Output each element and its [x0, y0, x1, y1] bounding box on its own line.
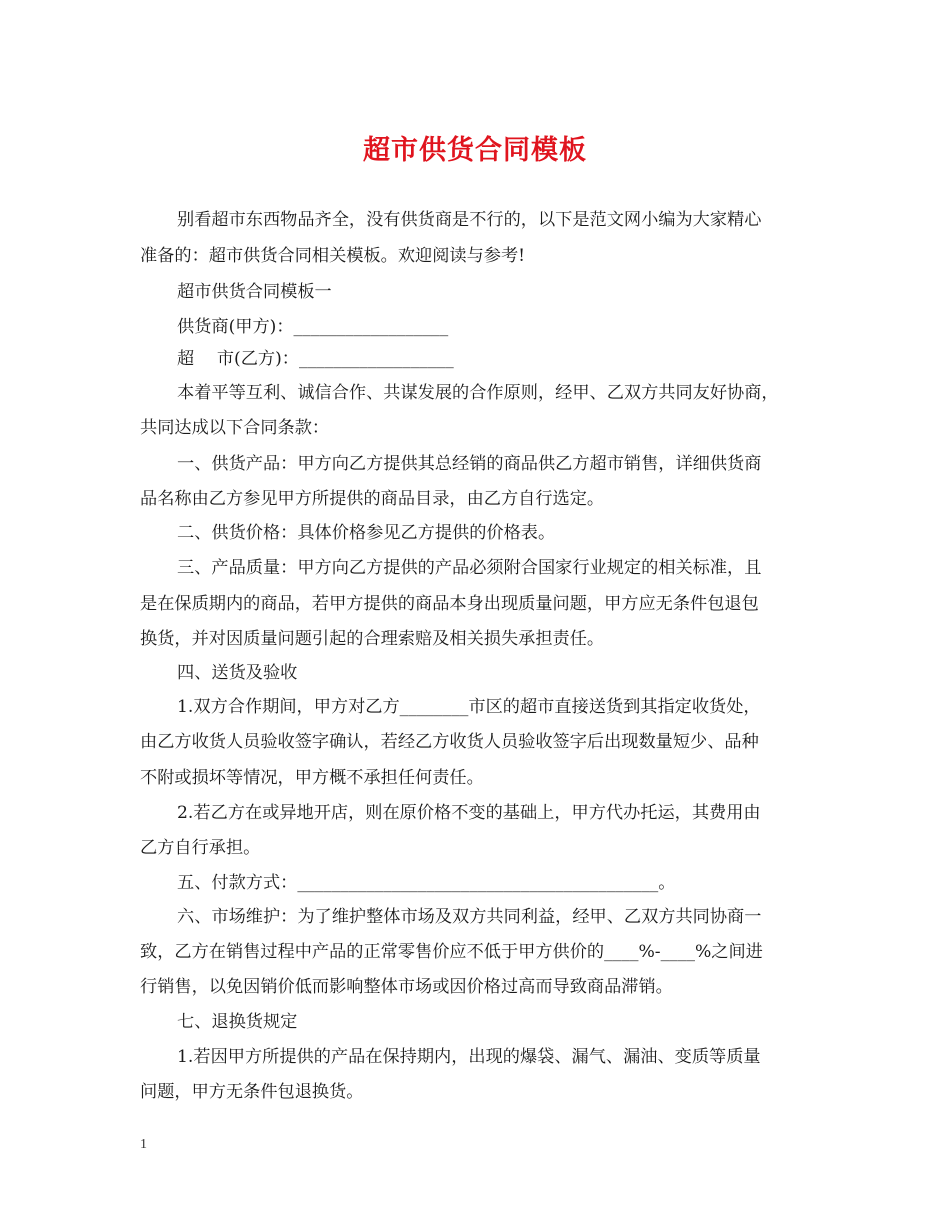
text-line: 问题，甲方无条件包退换货。: [140, 1082, 364, 1102]
clause-line: 七、退换货规定: [177, 1012, 298, 1032]
clause-line: 1.若因甲方所提供的产品在保持期内，出现的爆袋、漏气、漏油、变质等质量: [177, 1047, 761, 1067]
text-line: 致，乙方在销售过程中产品的正常零售价应不低于甲方供价的____%-____%之间进: [140, 942, 763, 962]
section-heading: 超市供货合同模板一: [177, 282, 332, 302]
clause-line: 三、产品质量：甲方向乙方提供的产品必须附合国家行业规定的相关标准，且: [177, 558, 762, 578]
document-title: 超市供货合同模板: [363, 135, 587, 166]
text-line: 本着平等互利、诚信合作、共谋发展的合作原则，经甲、乙双方共同友好协商，: [177, 383, 779, 403]
text-line: 是在保质期内的商品，若甲方提供的商品本身出现质量问题，甲方应无条件包退包: [140, 594, 759, 614]
text-line: 共同达成以下合同条款：: [140, 418, 330, 438]
clause-line: 2.若乙方在或异地开店，则在原价格不变的基础上，甲方代办托运，其费用由: [177, 803, 761, 823]
page-number: 1: [140, 1137, 147, 1152]
text-line: 别看超市东西物品齐全，没有供货商是不行的，以下是范文网小编为大家精心: [177, 210, 762, 230]
clause-line: 六、市场维护：为了维护整体市场及双方共同利益，经甲、乙双方共同协商一: [177, 907, 762, 927]
text-line: 准备的：超市供货合同相关模板。欢迎阅读与参考!: [140, 246, 526, 266]
clause-line: 四、送货及验收: [177, 663, 298, 683]
clause-line: 1.双方合作期间，甲方对乙方________市区的超市直接送货到其指定收货处，: [177, 697, 761, 717]
text-line: 不附或损坏等情况，甲方概不承担任何责任。: [140, 768, 484, 788]
clause-line: 二、供货价格：具体价格参见乙方提供的价格表。: [177, 523, 556, 543]
text-line: 乙方自行承担。: [140, 838, 261, 858]
text-line: 品名称由乙方参见甲方所提供的商品目录，由乙方自行选定。: [140, 489, 605, 509]
payment-field: 五、付款方式：__________________________________________。: [177, 873, 676, 893]
clause-line: 一、供货产品：甲方向乙方提供其总经销的商品供乙方超市销售，详细供货商: [177, 454, 762, 474]
text-line: 换货，并对因质量问题引起的合理索赔及相关损失承担责任。: [140, 629, 605, 649]
supplier-field: 供货商(甲方)：__________________: [177, 317, 449, 337]
text-line: 行销售，以免因销价低而影响整体市场或因价格过高而导致商品滞销。: [140, 977, 673, 997]
supermarket-field: 超 市(乙方)：__________________: [177, 349, 454, 369]
text-line: 由乙方收货人员验收签字确认，若经乙方收货人员验收签字后出现数量短少、品种: [140, 732, 759, 752]
